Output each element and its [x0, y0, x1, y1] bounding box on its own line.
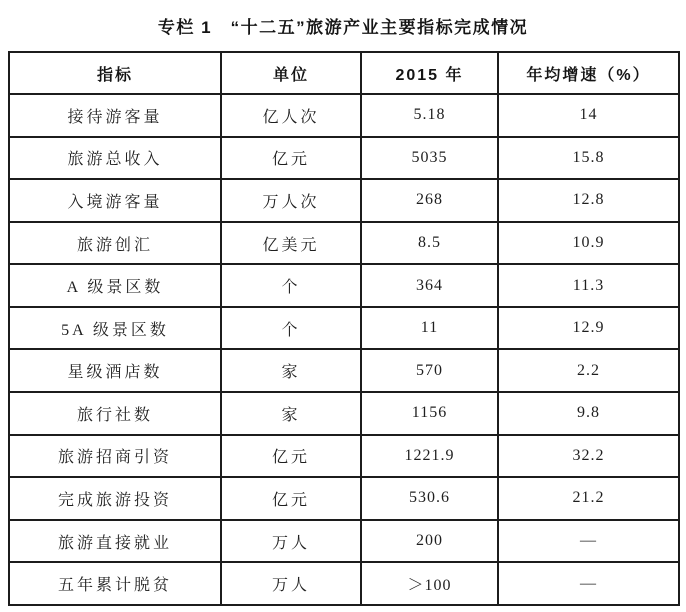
header-cell-indicator: 指标: [9, 52, 221, 94]
value-2015-cell: 364: [361, 264, 498, 307]
unit-cell: 亿元: [221, 477, 361, 520]
table-row: [9, 435, 679, 478]
growth-cell: 2.2: [498, 349, 679, 392]
value-2015-cell: 1156: [361, 392, 498, 435]
table-row: [9, 562, 679, 605]
value-2015-cell: 200: [361, 520, 498, 563]
unit-cell: 亿人次: [221, 94, 361, 137]
table-row: [9, 222, 679, 265]
value-2015-cell: 268: [361, 179, 498, 222]
growth-cell: 12.9: [498, 307, 679, 350]
value-2015-cell: 530.6: [361, 477, 498, 520]
growth-cell: —: [498, 520, 679, 563]
page-title: 专栏 1 “十二五”旅游产业主要指标完成情况: [157, 18, 529, 37]
growth-cell: 32.2: [498, 435, 679, 478]
indicator-cell: A 级景区数: [9, 264, 221, 307]
unit-cell: 家: [221, 349, 361, 392]
value-2015-cell: 5.18: [361, 94, 498, 137]
value-2015-cell: 1221.9: [361, 435, 498, 478]
indicator-cell: 旅游总收入: [9, 137, 221, 180]
header-cell-unit: 单位: [221, 52, 361, 94]
growth-cell: —: [498, 562, 679, 605]
table-row: [9, 349, 679, 392]
indicator-cell: 完成旅游投资: [9, 477, 221, 520]
table-row: [9, 307, 679, 350]
table-row: [9, 520, 679, 563]
table-row: [9, 137, 679, 180]
indicator-cell: 入境游客量: [9, 179, 221, 222]
header-cell-2015: 2015 年: [361, 52, 498, 94]
growth-cell: 15.8: [498, 137, 679, 180]
indicator-cell: 5A 级景区数: [9, 307, 221, 350]
growth-cell: 21.2: [498, 477, 679, 520]
table-row: [9, 264, 679, 307]
indicator-cell: 旅游招商引资: [9, 435, 221, 478]
growth-cell: 10.9: [498, 222, 679, 265]
indicator-cell: 接待游客量: [9, 94, 221, 137]
growth-cell: 12.8: [498, 179, 679, 222]
table-row: [9, 477, 679, 520]
unit-cell: 家: [221, 392, 361, 435]
value-2015-cell: 8.5: [361, 222, 498, 265]
indicator-cell: 五年累计脱贫: [9, 562, 221, 605]
unit-cell: 万人: [221, 520, 361, 563]
indicators-table: [8, 51, 680, 606]
growth-cell: 14: [498, 94, 679, 137]
header-cell-growth: 年均增速（%）: [498, 52, 679, 94]
unit-cell: 个: [221, 307, 361, 350]
unit-cell: 亿美元: [221, 222, 361, 265]
indicator-cell: 旅游直接就业: [9, 520, 221, 563]
unit-cell: 个: [221, 264, 361, 307]
value-2015-cell: ＞100: [361, 562, 498, 605]
unit-cell: 万人: [221, 562, 361, 605]
unit-cell: 亿元: [221, 435, 361, 478]
value-2015-cell: 11: [361, 307, 498, 350]
indicator-cell: 旅游创汇: [9, 222, 221, 265]
unit-cell: 亿元: [221, 137, 361, 180]
growth-cell: 11.3: [498, 264, 679, 307]
table-row: [9, 179, 679, 222]
indicator-cell: 星级酒店数: [9, 349, 221, 392]
indicator-cell: 旅行社数: [9, 392, 221, 435]
table-row: [9, 94, 679, 137]
table-row: [9, 392, 679, 435]
value-2015-cell: 570: [361, 349, 498, 392]
value-2015-cell: 5035: [361, 137, 498, 180]
growth-cell: 9.8: [498, 392, 679, 435]
unit-cell: 万人次: [221, 179, 361, 222]
table-header-row: [9, 52, 679, 94]
